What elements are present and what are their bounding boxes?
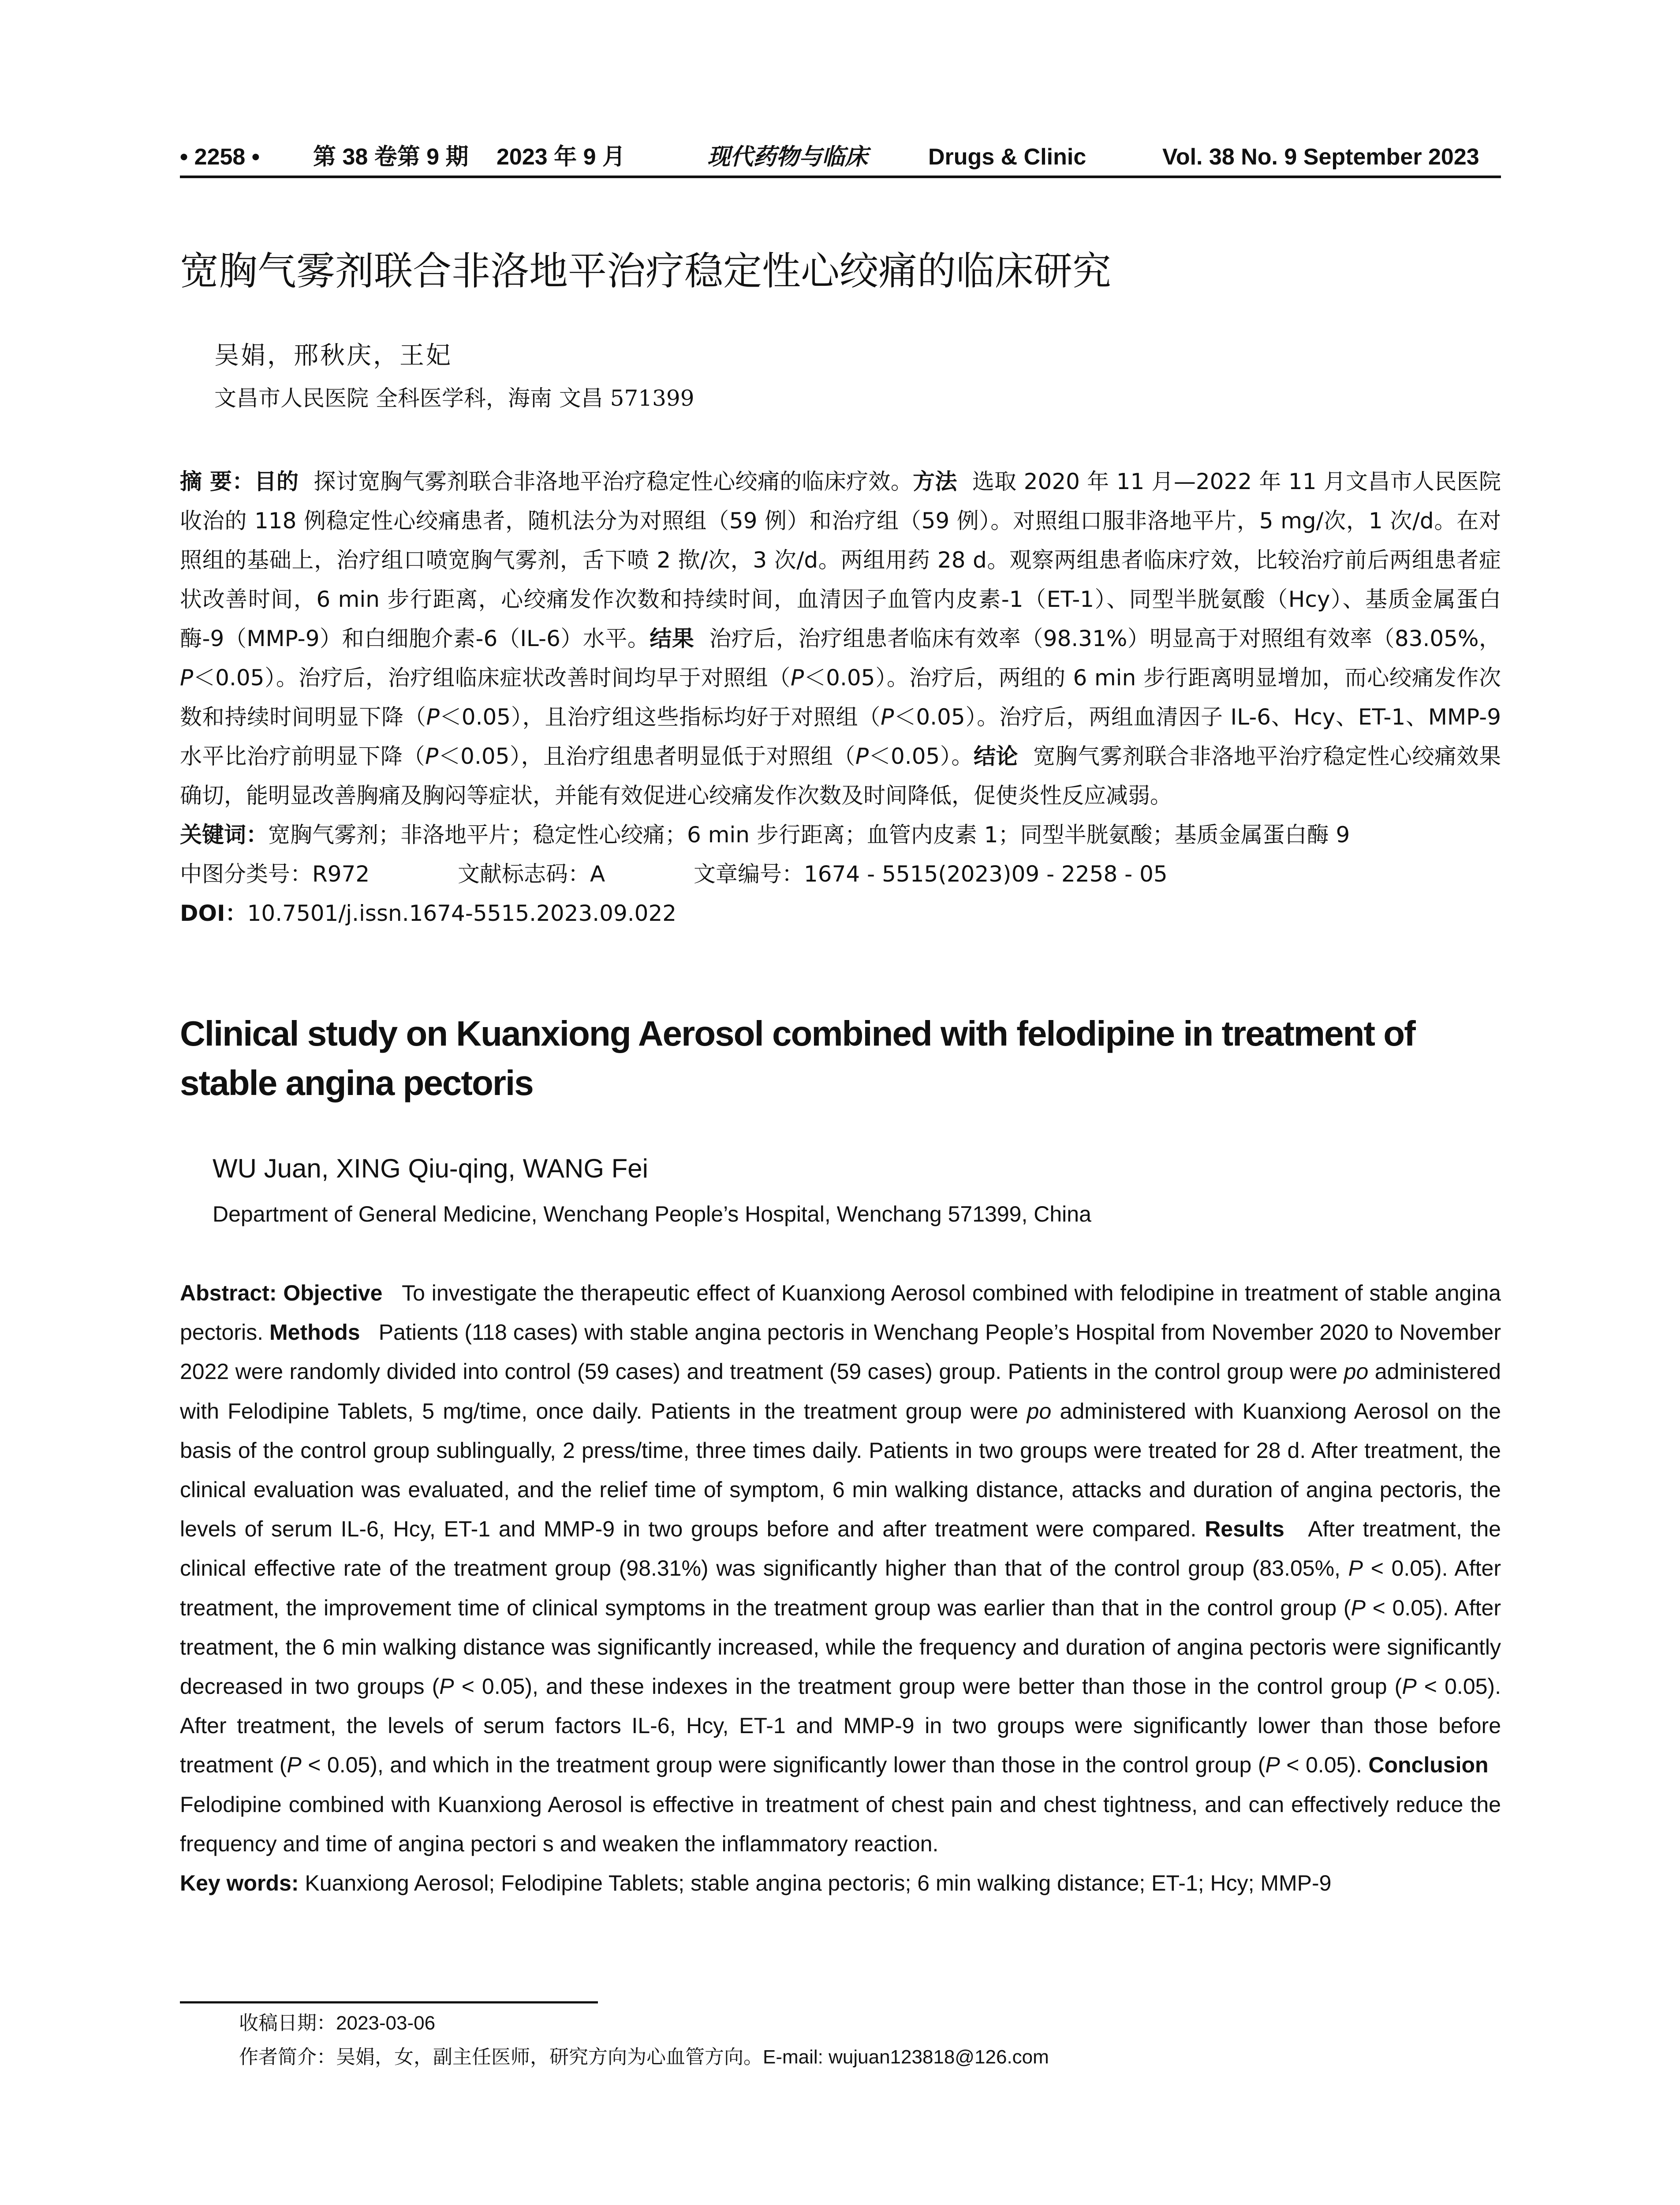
article-number: 文章编号：1674 - 5515(2023)09 - 2258 - 05 bbox=[694, 861, 1168, 887]
abstract-label-en: Abstract: bbox=[180, 1281, 277, 1305]
affiliation-cn: 文昌市人民医院 全科医学科，海南 文昌 571399 bbox=[214, 385, 694, 411]
abstract-en-body bbox=[180, 1274, 1501, 1864]
abstract-en bbox=[180, 1274, 1501, 1903]
results-label-en: Results bbox=[1205, 1517, 1284, 1542]
methods-label-en: Methods bbox=[269, 1320, 360, 1345]
doi-link[interactable]: 10.7501/j.issn.1674-5515.2023.09.022 bbox=[247, 901, 677, 926]
journal-name-cn: 现代药物与临床 bbox=[707, 143, 868, 170]
page-number: • 2258 • bbox=[180, 144, 260, 170]
document-code: 文献标志码：A bbox=[458, 861, 605, 887]
results-text-cn: 治疗后，治疗组患者临床有效率（98.31%）明显高于对照组有效率（83.05%，P＜0.05）。治疗后，治疗组临床症状改善时间均早于对照组（P＜0.05）。治疗后，两组的 6 min 步行距离明显增加，而心绞痛发作次数和持续时间明显下降（P＜0.05），且治疗组这些指标均好于对照组（P＜0.05）。治疗后，两组血清因子 IL-6、Hcy、ET-1、MMP-9 水平比治疗前明显下降（P＜0.05），且治疗组患者明显低于对照组（P＜0.05）。 bbox=[180, 626, 1501, 769]
clc-number: 中图分类号：R972 bbox=[180, 861, 370, 887]
abstract-cn-body bbox=[180, 462, 1501, 815]
footnote-received-date: 收稿日期：2023-03-06 bbox=[239, 2012, 436, 2034]
objective-label-en: Objective bbox=[283, 1281, 383, 1305]
doi-line bbox=[180, 894, 1501, 933]
classification-row bbox=[180, 855, 1501, 894]
footnote-rule bbox=[180, 2001, 598, 2003]
conclusion-text-en: Felodipine combined with Kuanxiong Aerosol is effective in treatment of chest pain and chest tightness, and can effectively reduce the frequency and time of angina pectori s and weaken the inflammatory reaction. bbox=[180, 1792, 1501, 1856]
article-title-en: Clinical study on Kuanxiong Aerosol combined with felodipine in treatment of stable angina pectoris bbox=[180, 1014, 1415, 1102]
objective-text-cn: 探讨宽胸气雾剂联合非洛地平治疗稳定性心绞痛的临床疗效。 bbox=[314, 469, 913, 494]
doi-label: DOI： bbox=[180, 901, 247, 926]
footnote-author-bio: 作者简介：吴娟，女，副主任医师，研究方向为心血管方向。E-mail: wujuan123818@126.com bbox=[239, 2046, 1049, 2068]
conclusion-text-cn: 宽胸气雾剂联合非洛地平治疗稳定性心绞痛效果确切，能明显改善胸痛及胸闷等症状，并能有效促进心绞痛发作次数及时间降低，促使炎性反应减弱。 bbox=[180, 744, 1501, 808]
article-title-cn: 宽胸气雾剂联合非洛地平治疗稳定性心绞痛的临床研究 bbox=[180, 248, 1112, 294]
conclusion-label-en: Conclusion bbox=[1368, 1753, 1489, 1778]
keywords-text-cn: 宽胸气雾剂；非洛地平片；稳定性心绞痛；6 min 步行距离；血管内皮素 1；同型半胱氨酸；基质金属蛋白酶 9 bbox=[268, 822, 1350, 848]
objective-label-cn: 目的 bbox=[254, 469, 299, 494]
keywords-text-en: Kuanxiong Aerosol; Felodipine Tablets; stable angina pectoris; 6 min walking distance; ET-1; Hcy; MMP-9 bbox=[305, 1871, 1332, 1896]
abstract-label-cn: 摘 要： bbox=[180, 469, 254, 494]
results-text-en: After treatment, the clinical effective rate of the treatment group (98.31%) was significantly higher than that of the control group (83.05%, P < 0.05). After treatment, the improvement time of clinical symptoms in the treatment group was earlier than that in the control group (P < 0.05). After treatment, the 6 min walking distance was significantly increased, while the frequency and duration of angina pectoris were significantly decreased in two groups (P < 0.05), and these indexes in the treatment group were better than those in the control group (P < 0.05). After treatment, the levels of serum factors IL-6, Hcy, ET-1 and MMP-9 in two groups were significantly lower than those before treatment (P < 0.05), and which in the treatment group were significantly lower than those in the control group (P < 0.05). bbox=[180, 1517, 1501, 1778]
methods-text-cn: 选取 2020 年 11 月—2022 年 11 月文昌市人民医院收治的 118 例稳定性心绞痛患者，随机法分为对照组（59 例）和治疗组（59 例）。对照组口服非洛地平片，5 mg/次，1 次/d。在对照组的基础上，治疗组口喷宽胸气雾剂，舌下喷 2 揿/次，3 次/d。两组用药 28 d。观察两组患者临床疗效，比较治疗前后两组患者症状改善时间，6 min 步行距离，心绞痛发作次数和持续时间，血清因子血管内皮素-1（ET-1）、同型半胱氨酸（Hcy）、基质金属蛋白酶-9（MMP-9）和白细胞介素-6（IL-6）水平。 bbox=[180, 469, 1501, 651]
affiliation-en: Department of General Medicine, Wenchang People’s Hospital, Wenchang 571399, China bbox=[213, 1202, 1091, 1226]
keywords-label-cn: 关键词： bbox=[180, 822, 268, 848]
abstract-cn bbox=[180, 462, 1501, 933]
methods-text-en: Patients (118 cases) with stable angina pectoris in Wenchang People’s Hospital from November 2020 to November 2022 were randomly divided into control (59 cases) and treatment (59 cases) group. Patients in the control group were po administered with Felodipine Tablets, 5 mg/time, once daily. Patients in the treatment group were po administered with Kuanxiong Aerosol on the basis of the control group sublingually, 2 press/time, three times daily. Patients in two groups were treated for 28 d. After treatment, the clinical evaluation was evaluated, and the relief time of symptom, 6 min walking distance, attacks and duration of angina pectoris, the levels of serum IL-6, Hcy, ET-1 and MMP-9 in two groups before and after treatment were compared. bbox=[180, 1320, 1501, 1542]
results-label-cn: 结果 bbox=[650, 626, 694, 651]
conclusion-label-cn: 结论 bbox=[973, 744, 1019, 769]
keywords-label-en: Key words: bbox=[180, 1871, 299, 1896]
header-rule bbox=[180, 176, 1501, 178]
running-header bbox=[180, 142, 1501, 172]
keywords-cn bbox=[180, 815, 1501, 855]
authors-en: WU Juan, XING Qiu-qing, WANG Fei bbox=[213, 1154, 649, 1183]
journal-name-en: Drugs & Clinic bbox=[928, 144, 1086, 170]
volume-cn: 第 38 卷第 9 期 bbox=[313, 144, 469, 170]
authors-cn: 吴娟，邢秋庆，王妃 bbox=[214, 341, 452, 370]
keywords-en bbox=[180, 1864, 1501, 1903]
volume-en: Vol. 38 No. 9 September 2023 bbox=[1162, 144, 1479, 170]
objective-text-en: To investigate the therapeutic effect of Kuanxiong Aerosol combined with felodipine in treatment of stable angina pectoris. bbox=[180, 1281, 1501, 1345]
methods-label-cn: 方法 bbox=[913, 469, 957, 494]
date-cn: 2023 年 9 月 bbox=[497, 144, 625, 170]
